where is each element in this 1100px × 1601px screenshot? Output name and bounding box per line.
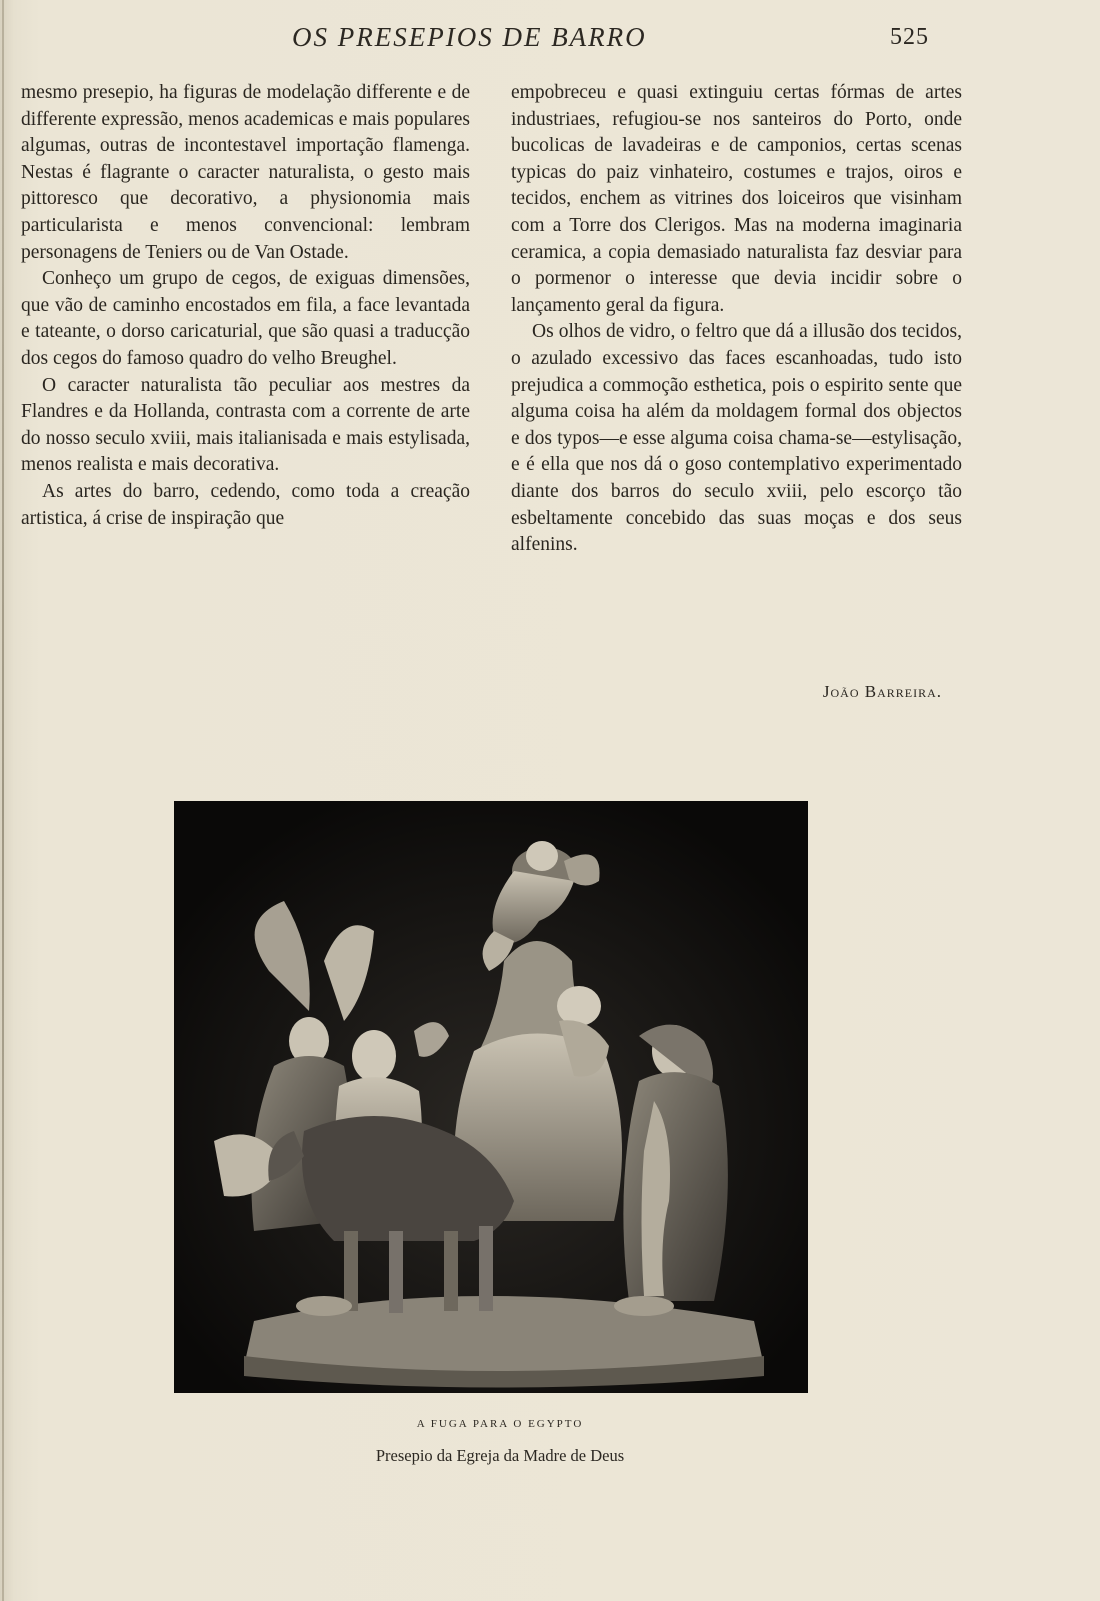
paragraph: As artes do barro, cedendo, como toda a creação artistica, á crise de inspiração que — [21, 480, 470, 529]
left-column — [21, 80, 470, 532]
binding-gutter — [2, 0, 4, 1601]
figure-title: A FUGA PARA O EGYPTO — [416, 1418, 584, 1430]
running-head — [0, 22, 1100, 58]
paragraph: Conheço um grupo de cegos, de exiguas dimensões, que vão de caminho encostados em fila, a face levantada e tateante, o dorso caricaturial, que são quasi a traducção dos cegos do famoso quadro do velho Breughel. — [21, 268, 470, 369]
paragraph: empobreceu e quasi extinguiu certas fórmas de artes industriaes, refugiou-se nos santeiros do Porto, onde bucolicas de lavadeiras e de camponios, certas scenas typicas do paiz vinhateiro, costumes e trajos, oiros e tecidos, enchem as vitrines dos loiceiros que visinham com a Torre dos Clerigos. Mas na moderna imaginaria ceramica, a copia demasiado naturalista faz desviar para o pormenor o interesse que devia incidir sobre o lançamento geral da figura. — [511, 82, 962, 316]
paragraph: mesmo presepio, ha figuras de modelação differente e de differente expressão, menos academicas e mais populares algumas, outras de incontestavel importação flamenga. Nestas é flagrante o caracter naturalista, o gesto mais pittoresco que decorativo, a physionomia mais particularista e menos convencional: lembram personagens de Teniers ou de Van Ostade. — [21, 82, 470, 263]
right-column — [511, 80, 962, 559]
paragraph: Os olhos de vidro, o feltro que dá a illusão dos tecidos, o azulado excessivo das faces escanhoadas, tudo isto prejudica a commoção esthetica, pois o espirito sente que alguma coisa ha além da moldagem formal dos objectos e dos typos—e esse alguma coisa chama-se—estylisação, e é ella que nos dá o goso contemplativo experimentado diante dos barros do seculo xviii, pelo escorço tão esbeltamente concebido das suas moças e dos seus alfenins. — [511, 321, 962, 556]
sculpture-photo-illustration — [174, 801, 808, 1393]
running-head-title: OS PRESEPIOS DE BARRO — [292, 22, 647, 52]
author-signature: João Barreira. — [822, 682, 942, 701]
figure-caption: Presepio da Egreja da Madre de Deus — [375, 1446, 625, 1465]
page-number: 525 — [890, 24, 929, 50]
paragraph: O caracter naturalista tão peculiar aos mestres da Flandres e da Hollanda, contrasta com a corrente de arte do nosso seculo xviii, mais italianisada e mais estylisada, menos realista e mais decorativa. — [21, 374, 470, 476]
photo-plate-sculpture — [174, 801, 808, 1393]
